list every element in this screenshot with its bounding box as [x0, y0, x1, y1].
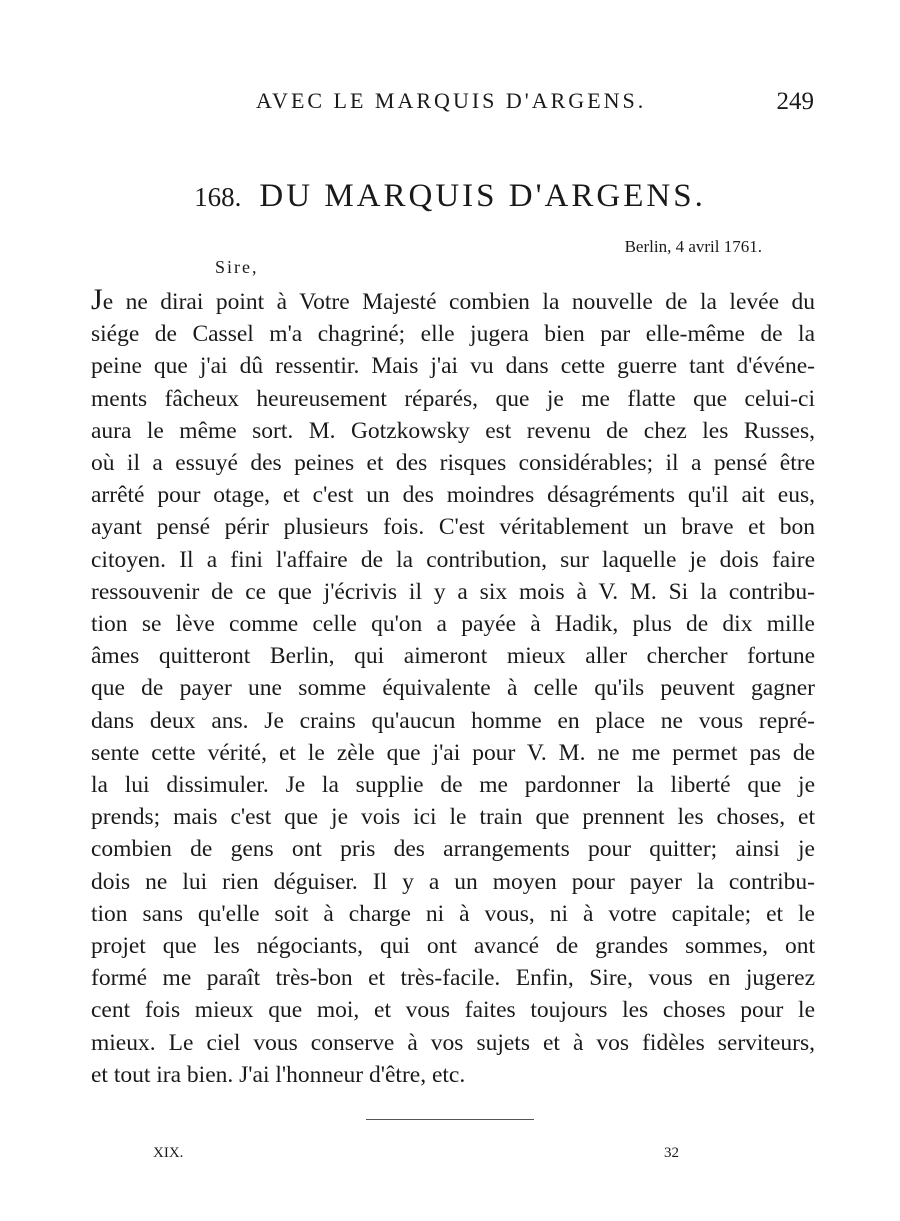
body-line-text: e ne dirai point à Votre Majesté combien la nouvelle de la levée du — [102, 289, 815, 315]
letter-body — [91, 284, 815, 1091]
body-line: arrêté pour otage, et c'est un des moindres désagréments qu'il ait eus, — [91, 482, 815, 509]
letter-title: DU MARQUIS D'ARGENS. — [259, 178, 706, 214]
drop-cap: J — [91, 283, 103, 316]
body-line: peine que j'ai dû ressentir. Mais j'ai vu dans cette guerre tant d'événe- — [91, 353, 815, 380]
body-line: et tout ira bien. J'ai l'honneur d'être, etc. — [91, 1061, 466, 1088]
body-line: citoyen. Il a fini l'affaire de la contribution, sur laquelle je dois faire — [91, 546, 815, 573]
body-line: dans deux ans. Je crains qu'aucun homme en place ne vous repré- — [91, 707, 815, 734]
body-line: cent fois mieux que moi, et vous faites toujours les choses pour le — [91, 997, 815, 1024]
running-title: AVEC LE MARQUIS D'ARGENS. — [256, 88, 647, 113]
letter-number: 168. — [194, 182, 242, 212]
body-line: tion sans qu'elle soit à charge ni à vous, ni à votre capitale; et le — [91, 900, 815, 927]
body-line: siége de Cassel m'a chagriné; elle jugera bien par elle-même de la — [91, 321, 815, 348]
body-line: combien de gens ont pris des arrangements pour quitter; ainsi je — [91, 836, 815, 863]
body-line: projet que les négociants, qui ont avancé de grandes sommes, ont — [91, 933, 815, 960]
salutation: Sire, — [215, 257, 259, 277]
body-line — [91, 284, 815, 318]
body-line: ments fâcheux heureusement réparés, que je me flatte que celui-ci — [91, 385, 815, 412]
body-line: prends; mais c'est que je vois ici le train que prennent les choses, et — [91, 804, 815, 831]
running-head — [0, 88, 900, 118]
body-line: ressouvenir de ce que j'écrivis il y a six mois à V. M. Si la contribu- — [91, 578, 815, 605]
closing-rule — [366, 1119, 534, 1120]
body-line: ayant pensé périr plusieurs fois. C'est véritablement un brave et bon — [91, 514, 815, 541]
volume-mark: XIX. — [153, 1145, 184, 1161]
body-line: âmes quitteront Berlin, qui aimeront mieux aller chercher fortune — [91, 643, 815, 670]
body-line: mieux. Le ciel vous conserve à vos sujets et à vos fidèles serviteurs, — [91, 1029, 815, 1056]
body-line: formé me paraît très-bon et très-facile. Enfin, Sire, vous en jugerez — [91, 965, 815, 992]
body-line: que de payer une somme équivalente à celle qu'ils peuvent gagner — [91, 675, 815, 702]
body-line: où il a essuyé des peines et des risques considérables; il a pensé être — [91, 450, 815, 477]
signature-mark: 32 — [664, 1145, 679, 1161]
body-line: dois ne lui rien déguiser. Il y a un moyen pour payer la contribu- — [91, 868, 815, 895]
body-line: tion se lève comme celle qu'on a payée à Hadik, plus de dix mille — [91, 611, 815, 638]
letter-heading — [0, 178, 900, 215]
body-line: la lui dissimuler. Je la supplie de me pardonner la liberté que je — [91, 772, 815, 799]
page-number: 249 — [776, 88, 814, 115]
body-line: sente cette vérité, et le zèle que j'ai pour V. M. ne me permet pas de — [91, 739, 815, 766]
dateline: Berlin, 4 avril 1761. — [624, 237, 762, 256]
body-line: aura le même sort. M. Gotzkowsky est revenu de chez les Russes, — [91, 417, 815, 444]
